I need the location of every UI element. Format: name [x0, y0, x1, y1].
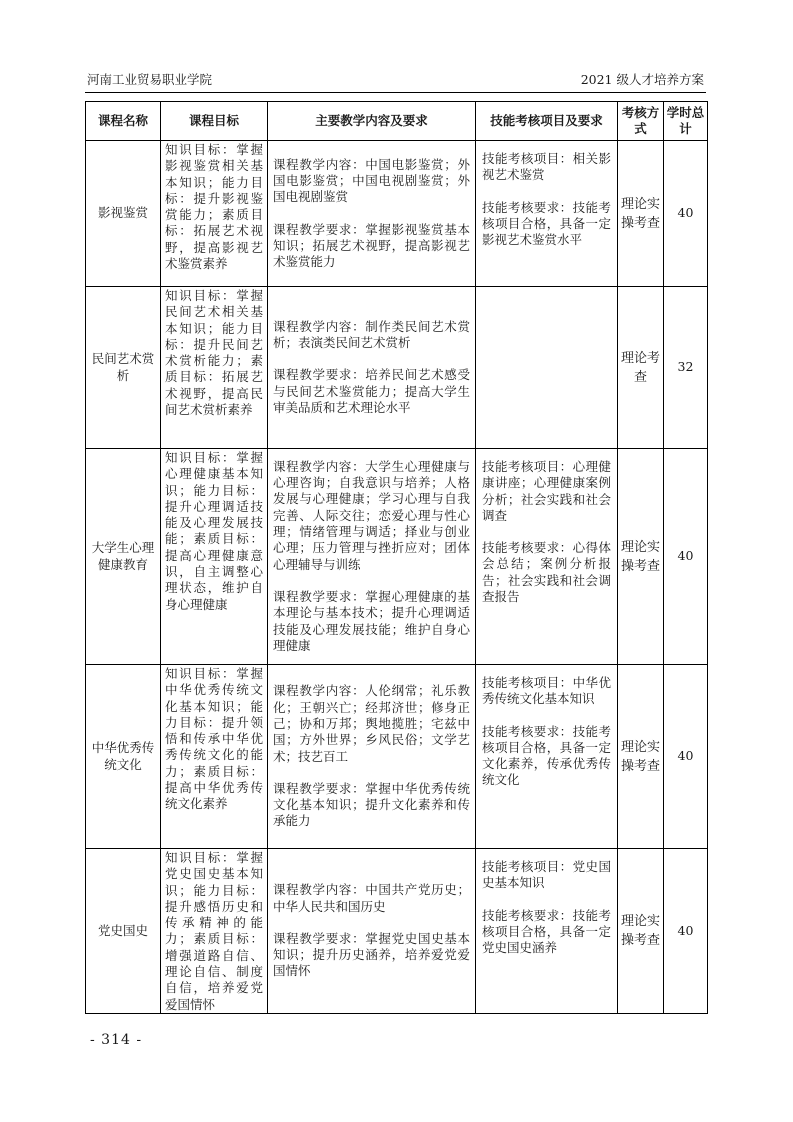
- teaching-content: 课程教学内容：制作类民间艺术赏析；表演类民间艺术赏析: [273, 318, 470, 351]
- teaching-requirement: 课程教学要求：掌握中华优秀传统文化基本知识；提升文化素养和传承能力: [273, 780, 470, 829]
- skill-item: 技能考核项目：相关影视艺术鉴赏: [482, 151, 611, 183]
- assessment-method: 理论实操考查: [618, 849, 664, 1014]
- teaching-requirement: 课程教学要求：掌握心理健康的基本理论与基本技术；提升心理调适技能及心理发展技能；维护自身心理健康: [273, 588, 470, 653]
- skill-requirement: 技能考核要求：技能考核项目合格，具备一定影视艺术鉴赏水平: [482, 199, 611, 248]
- institution-name: 河南工业贸易职业学院: [87, 72, 213, 87]
- total-hours: 40: [664, 449, 708, 665]
- course-name: 党史国史: [86, 849, 161, 1014]
- skill-item: 技能考核项目：党史国史基本知识: [482, 859, 611, 891]
- course-goal: 知识目标：掌握民间艺术相关基本知识；能力目标：提升民间艺术赏析能力；素质目标：拓展艺术视野，提高民间艺术赏析素养: [161, 287, 268, 449]
- course-content: [268, 665, 476, 849]
- column-header-method: 考核方式: [618, 102, 664, 141]
- teaching-requirement: 课程教学要求：培养民间艺术感受与民间艺术鉴赏能力；提高大学生审美品质和艺术理论水平: [273, 367, 470, 415]
- skill-assessment: [476, 141, 618, 287]
- skill-requirement: 技能考核要求：技能考核项目合格，具备一定党史国史涵养: [482, 907, 611, 956]
- table-header-row: [86, 102, 708, 141]
- course-content: [268, 141, 476, 287]
- course-goal: 知识目标：掌握党史国史基本知识；能力目标：提升感悟历史和传承精神的能力；素质目标：增强道路自信、理论自信、制度自信，培养爱党爱国情怀: [161, 849, 268, 1014]
- course-content: [268, 849, 476, 1014]
- total-hours: 40: [664, 141, 708, 287]
- skill-item: 技能考核项目：中华优秀传统文化基本知识: [482, 675, 611, 707]
- total-hours: 32: [664, 287, 708, 449]
- course-goal: 知识目标：掌握中华优秀传统文化基本知识；能力目标：提升领悟和传承中华优秀传统文化的能力；素质目标：提高中华优秀传统文化素养: [161, 665, 268, 849]
- course-name: 影视鉴赏: [86, 141, 161, 287]
- column-header-skill: 技能考核项目及要求: [476, 102, 618, 141]
- total-hours: 40: [664, 849, 708, 1014]
- course-content: [268, 287, 476, 449]
- course-content: [268, 449, 476, 665]
- assessment-method: 理论实操考查: [618, 141, 664, 287]
- teaching-requirement: 课程教学要求：掌握影视鉴赏基本知识；拓展艺术视野，提高影视艺术鉴赏能力: [273, 221, 470, 270]
- table-row: [86, 141, 708, 287]
- document-title: 2021 级人才培养方案: [580, 72, 704, 87]
- column-header-goal: 课程目标: [161, 102, 268, 141]
- course-name: 大学生心理健康教育: [86, 449, 161, 665]
- course-goal: 知识目标：掌握心理健康基本知识；能力目标：提升心理调适技能及心理发展技能；素质目标：提高心理健康意识，自主调整心理状态，维护自身心理健康: [161, 449, 268, 665]
- skill-requirement: 技能考核要求：技能考核项目合格，具备一定文化素养，传承优秀传统文化: [482, 723, 611, 788]
- course-goal: 知识目标：掌握影视鉴赏相关基本知识；能力目标：提升影视鉴赏能力；素质目标：拓展艺术视野，提高影视艺术鉴赏素养: [161, 141, 268, 287]
- page-number: - 314 -: [90, 1032, 143, 1048]
- teaching-content: 课程教学内容：中国共产党历史；中华人民共和国历史: [273, 882, 470, 914]
- skill-requirement: 技能考核要求：心得体会总结；案例分析报告；社会实践和社会调查报告: [482, 540, 611, 605]
- table-row: [86, 449, 708, 665]
- page-header: [85, 70, 706, 93]
- skill-assessment: [476, 665, 618, 849]
- course-table: [85, 101, 708, 1014]
- course-name: 中华优秀传统文化: [86, 665, 161, 849]
- column-header-hours: 学时总计: [664, 102, 708, 141]
- column-header-content: 主要教学内容及要求: [268, 102, 476, 141]
- assessment-method: 理论实操考查: [618, 665, 664, 849]
- column-header-name: 课程名称: [86, 102, 161, 141]
- skill-assessment: [476, 287, 618, 449]
- course-name: 民间艺术赏析: [86, 287, 161, 449]
- teaching-requirement: 课程教学要求：掌握党史国史基本知识；提升历史涵养，培养爱党爱国情怀: [273, 930, 470, 979]
- table-row: [86, 287, 708, 449]
- table-row: [86, 665, 708, 849]
- assessment-method: 理论考查: [618, 287, 664, 449]
- assessment-method: 理论实操考查: [618, 449, 664, 665]
- teaching-content: 课程教学内容：人伦纲常；礼乐教化；王朝兴亡；经邦济世；修身正己；协和万邦；舆地揽胜；宅兹中国；方外世界；乡风民俗；文学艺术；技艺百工: [273, 683, 470, 764]
- skill-assessment: [476, 449, 618, 665]
- teaching-content: 课程教学内容：大学生心理健康与心理咨询；自我意识与培养；人格发展与心理健康；学习心理与自我完善、人际交往；恋爱心理与性心理；情绪管理与调适；择业与创业心理；压力管理与挫折应对；团体心理辅导与训练: [273, 458, 470, 572]
- table-row: [86, 849, 708, 1014]
- total-hours: 40: [664, 665, 708, 849]
- skill-item: 技能考核项目：心理健康讲座；心理健康案例分析；社会实践和社会调查: [482, 459, 611, 523]
- skill-assessment: [476, 849, 618, 1014]
- teaching-content: 课程教学内容：中国电影鉴赏；外国电影鉴赏；中国电视剧鉴赏；外国电视剧鉴赏: [273, 156, 470, 205]
